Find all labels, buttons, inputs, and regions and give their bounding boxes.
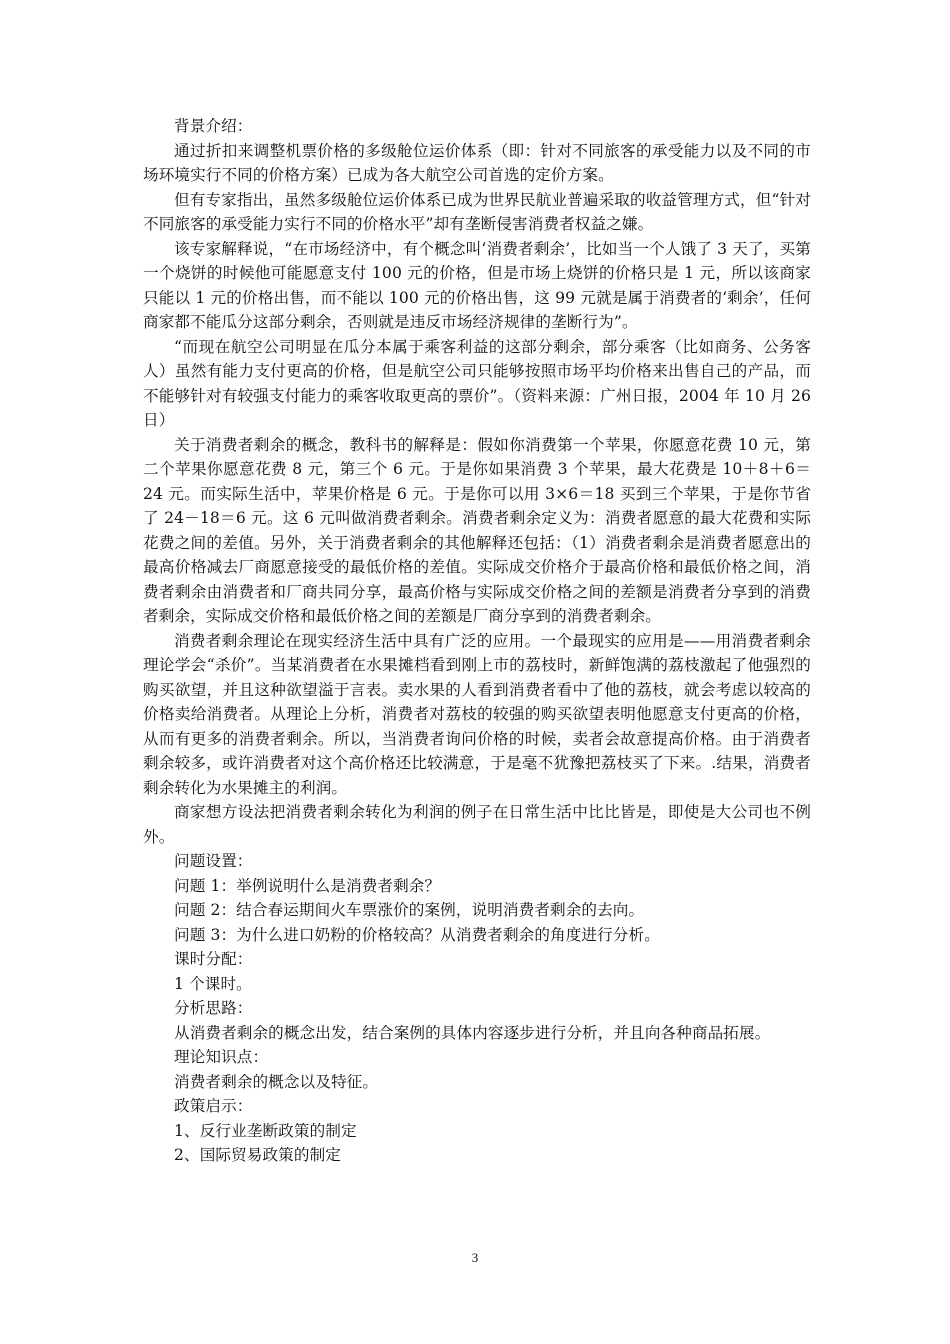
policy-item: 2、国际贸易政策的制定	[174, 1146, 341, 1164]
theory-text: 消费者剩余的概念以及特征。	[174, 1072, 379, 1091]
document-body	[143, 114, 811, 1168]
hours-heading: 课时分配：	[174, 950, 253, 968]
page-number: 3	[471, 1250, 479, 1265]
policy-item: 1、反行业垄断政策的制定	[174, 1121, 357, 1140]
paragraph: 消费者剩余理论在现实经济生活中具有广泛的应用。一个最现实的应用是——用消费者剩余理论学会“杀价”。当某消费者在水果摊档看到刚上市的荔枝时，新鲜饱满的荔枝激起了他强烈的购买欲望，并且这种欲望溢于言表。卖水果的人看到消费者看中了他的荔枝，就会考虑以较高的价格卖给消费者。从理论上分析，消费者对荔枝的较强的购买欲望表明他愿意支付更高的价格，从而有更多的消费者剩余。所以，当消费者询问价格的时候，卖者会故意提高价格。由于消费者剩余较多，或许消费者对这个高价格还比较满意，于是毫不犹豫把荔枝买了下来。.结果，消费者剩余转化为水果摊主的利润。	[143, 631, 811, 797]
analysis-heading: 分析思路：	[174, 999, 253, 1017]
policy-heading: 政策启示：	[174, 1097, 253, 1115]
hours-value: 1 个课时。	[174, 974, 252, 993]
theory-heading: 理论知识点：	[174, 1048, 269, 1066]
question-item: 问题 2：结合春运期间火车票涨价的案例，说明消费者剩余的去向。	[174, 901, 645, 919]
questions-heading: 问题设置：	[174, 852, 253, 870]
analysis-text: 从消费者剩余的概念出发，结合案例的具体内容逐步进行分析，并且向各种商品拓展。	[174, 1023, 771, 1042]
background-heading: 背景介绍：	[174, 117, 253, 135]
paragraph: 商家想方设法把消费者剩余转化为利润的例子在日常生活中比比皆是，即使是大公司也不例外。	[143, 803, 811, 846]
question-item: 问题 3：为什么进口奶粉的价格较高？从消费者剩余的角度进行分析。	[174, 925, 660, 944]
paragraph: 但有专家指出，虽然多级舱位运价体系已成为世界民航业普遍采取的收益管理方式，但“针对不同旅客的承受能力实行不同的价格水平”却有垄断侵害消费者权益之嫌。	[143, 190, 811, 233]
paragraph: 该专家解释说，“在市场经济中，有个概念叫‘消费者剩余’，比如当一个人饿了 3 天了，买第一个烧饼的时候他可能愿意支付 100 元的价格，但是市场上烧饼的价格只是 1 元，所以该商家只能以 1 元的价格出售，而不能以 100 元的价格出售，这 99 元就是属于消费者的‘剩余’，任何商家都不能瓜分这部分剩余，否则就是违反市场经济规律的垄断行为”。	[143, 239, 811, 331]
paragraph: 通过折扣来调整机票价格的多级舱位运价体系（即：针对不同旅客的承受能力以及不同的市场环境实行不同的价格方案）已成为各大航空公司首选的定价方案。	[143, 141, 811, 184]
question-item: 问题 1：举例说明什么是消费者剩余？	[174, 876, 441, 895]
paragraph: 关于消费者剩余的概念，教科书的解释是：假如你消费第一个苹果，你愿意花费 10 元，第二个苹果你愿意花费 8 元，第三个 6 元。于是你如果消费 3 个苹果，最大花费是 10＋8＋6＝24 元。而实际生活中，苹果价格是 6 元。于是你可以用 3×6＝18 买到三个苹果，于是你节省了 24－18＝6 元。这 6 元叫做消费者剩余。消费者剩余定义为：消费者愿意的最大花费和实际花费之间的差值。另外，关于消费者剩余的其他解释还包括：（1）消费者剩余是消费者愿意出的最高价格减去厂商愿意接受的最低价格的差值。实际成交价格介于最高价格和最低价格之间，消费者剩余由消费者和厂商共同分享，最高价格与实际成交价格之间的差额是消费者分享到的消费者剩余，实际成交价格和最低价格之间的差额是厂商分享到的消费者剩余。	[143, 435, 811, 625]
paragraph: “而现在航空公司明显在瓜分本属于乘客利益的这部分剩余，部分乘客（比如商务、公务客人）虽然有能力支付更高的价格，但是航空公司只能够按照市场平均价格来出售自己的产品，而不能够针对有较强支付能力的乘客收取更高的票价”。（资料来源：广州日报，2004 年 10 月 26 日）	[143, 337, 811, 429]
